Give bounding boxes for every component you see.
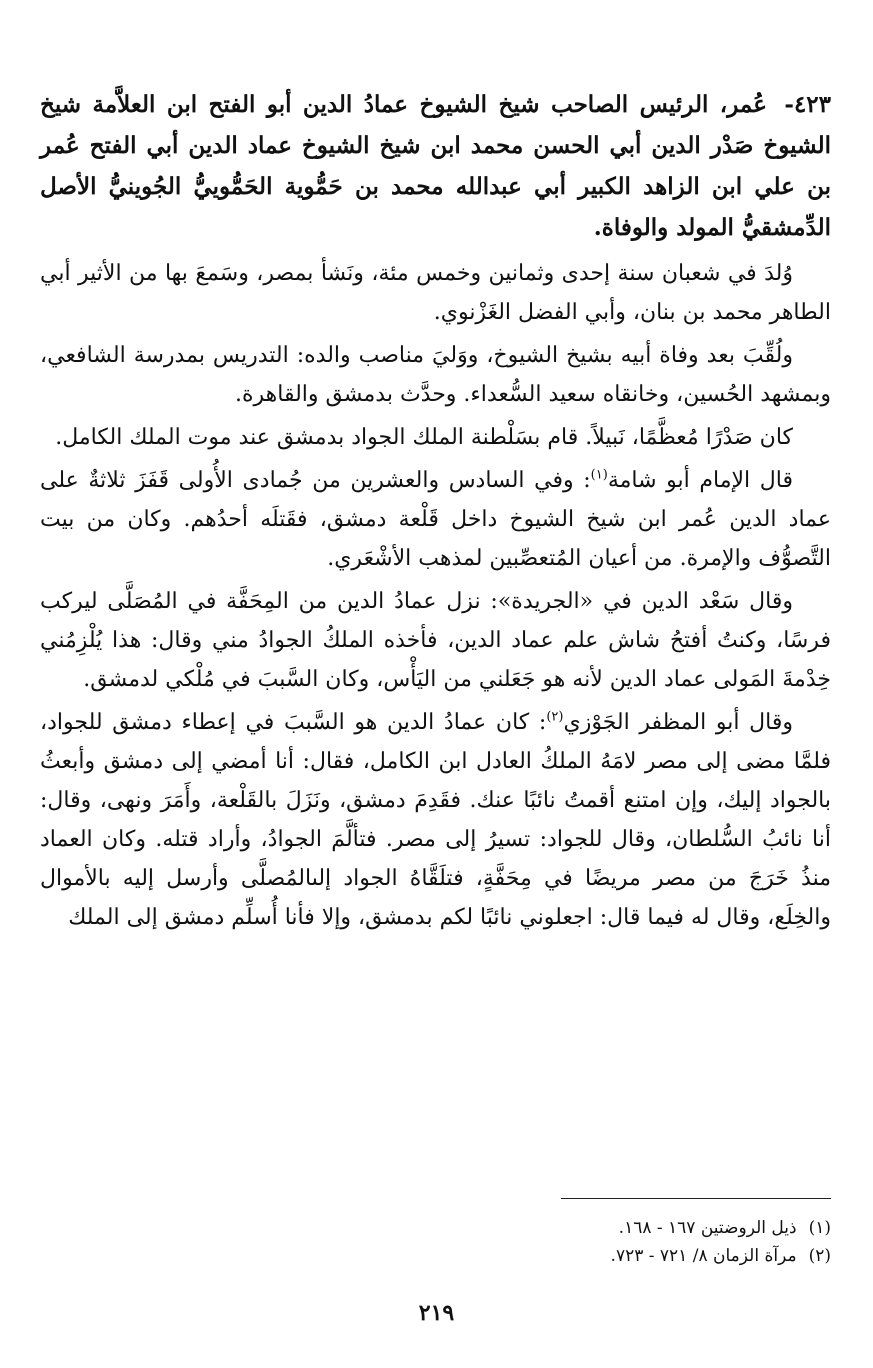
page-number: ٢١٩ [418,1300,455,1326]
footnote-ref-2: (٢) [546,709,564,725]
entry-heading-text: عُمر، الرئيس الصاحب شيخ الشيوخ عمادُ الدين أبو الفتح ابن العلاَّمة شيخ الشيوخ صَدْر الدين أبي الحسن محمد ابن شيخ الشيوخ عماد الدين أبي الفتح عُمر بن علي ابن الزاهد الكبير أبي عبدالله محمد بن حَمُّوية الحَمُّوييُّ الجُوينيُّ الأصل الدِّمشقيُّ المولد والوفاة. [40,91,831,241]
footnote-1-number: (١) [808,1218,831,1238]
paragraph-saad-al-din: وقال سَعْد الدين في «الجريدة»: نزل عمادُ الدين من المِحَفَّة في المُصَلَّى ليركب فرسًا، وكنتُ أفتحُ شاش علم عماد الدين، فأخذه الملكُ الجوادُ مني وقال: هذا يُلْزِمُني خِدْمةَ المَولى عماد الدين لأنه هو جَعَلني من اليَأْس، وكان السَّببَ في مُلْكي لدمشق. [40,589,831,692]
footnotes [40,1214,831,1270]
footnote-1-text: ذيل الروضتين ١٦٧ - ١٦٨. [618,1218,797,1238]
footnote-divider [561,1198,831,1199]
footnote-2 [40,1242,831,1270]
paragraph-abu-al-muzaffar [40,703,831,937]
paragraph-abu-al-muzaffar-lead: وقال أبو المظفر الجَوْزي [563,710,794,735]
footnote-ref-1: (١) [590,467,608,483]
paragraph-abu-shama [40,461,831,578]
footnote-2-text: مرآة الزمان ٨/ ٧٢١ - ٧٢٣. [610,1246,797,1266]
entry-heading [40,84,831,248]
paragraph-titles: ولُقِّبَ بعد وفاة أبيه بشيخ الشيوخ، ووَليَ مناصب والده: التدريس بمدرسة الشافعي، وبمشهد الحُسين، وخانقاه سعيد السُّعداء. وحدَّث بدمشق والقاهرة. [40,343,831,407]
entry-number: ٤٢٣- [784,91,831,118]
paragraph-birth: وُلدَ في شعبان سنة إحدى وثمانين وخمس مئة، ونَشأ بمصر، وسَمعَ بها من الأثير أبي الطاهر محمد بن بنان، وأبي الفضل الغَزْنوي. [40,261,831,325]
footnote-1 [40,1214,831,1242]
footnote-2-number: (٢) [808,1246,831,1266]
paragraph-abu-shama-lead: قال الإمام أبو شامة [607,468,793,493]
paragraph-abu-shama-body: : وفي السادس والعشرين من جُمادى الأُولى قَفَزَ ثلاثةٌ على عماد الدين عُمر ابن شيخ الشيوخ داخل قَلْعة دمشق، فقَتلَه أحدُهم. وكان من بيت التَّصوُّف والإمرة. من أعيان المُتعصِّبين لمذهب الأشْعَري. [40,468,831,571]
paragraph-character: كان صَدْرًا مُعظَّمًا، نَبيلاً. قام بسَلْطنة الملك الجواد بدمشق عند موت الملك الكامل. [55,425,793,450]
paragraph-abu-al-muzaffar-body: : كان عمادُ الدين هو السَّببَ في إعطاء دمشق للجواد، فلمَّا مضى إلى مصر لامَهُ الملكُ العادل ابن الكامل، فقال: أنا أمضي إلى دمشق وأبعثُ بالجواد إليك، وإن امتنع أقمتُ نائبًا عنك. فقَدِمَ دمشق، ونَزَلَ بالقَلْعة، وأَمَرَ ونهى، وقال: أنا نائبُ السُّلطان، وقال للجواد: تسيرُ إلى مصر. فتألَّمَ الجوادُ، وأراد قتله. وكان العماد منذُ خَرَجَ من مصر مريضًا في مِحَفَّةٍ، فتلَقَّاهُ الجواد إلىالمُصلَّى وأرسل إليه بالأموال والخِلَع، وقال له فيما قال: اجعلوني نائبًا لكم بدمشق، وإلا فأنا أُسلِّم دمشق إلى الملك [40,710,832,930]
